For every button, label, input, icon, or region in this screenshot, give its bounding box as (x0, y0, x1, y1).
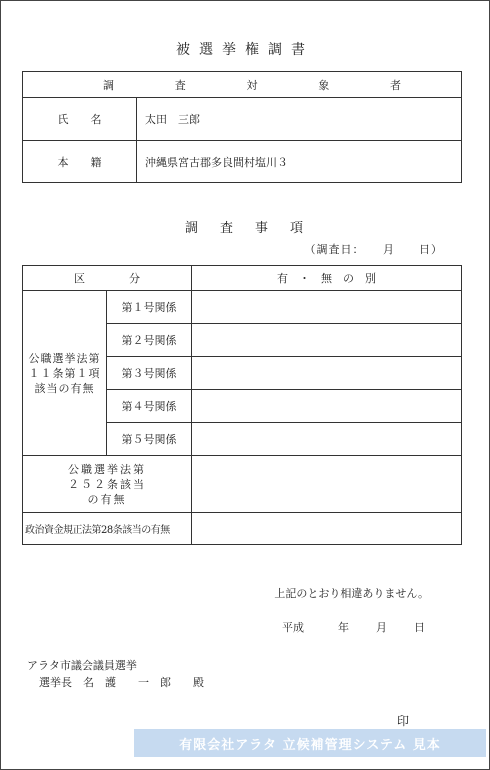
header-char: 象 (318, 78, 330, 92)
item-1-label: 第１号関係 (107, 291, 192, 324)
survey-date: （調査日： 月 日） (304, 243, 443, 256)
item-2-label: 第２号関係 (107, 324, 192, 357)
article11-label (23, 291, 107, 456)
item-5-status[interactable] (192, 423, 462, 456)
status-header: 有 ・ 無 の 別 (192, 266, 462, 291)
item-2-status[interactable] (192, 324, 462, 357)
addressee: 選挙長 名 護 一 郎 殿 (39, 676, 204, 689)
header-char: 査 (174, 78, 186, 92)
item-4-label: 第４号関係 (107, 390, 192, 423)
item-1-status[interactable] (192, 291, 462, 324)
article252-status[interactable] (192, 456, 462, 513)
item-3-label: 第３号関係 (107, 357, 192, 390)
category-header: 区 分 (23, 266, 192, 291)
election-name: アラタ市議会議員選挙 (27, 659, 137, 672)
header-char: 対 (246, 78, 258, 92)
article11-label-text: 公職選挙法第１１条第１項該当の有無 (28, 351, 101, 395)
name-value: 太田 三郎 (137, 98, 462, 141)
survey-title: 調査事項 (184, 221, 325, 236)
sample-watermark: 有限会社アラタ 立候補管理システム 見本 (134, 729, 486, 757)
header-char: 者 (390, 78, 401, 92)
survey-table (22, 265, 462, 545)
date-day: 日 (414, 621, 425, 634)
political-funds-label: 政治資金規正法第28条該当の有無 (23, 513, 192, 545)
name-label: 氏 名 (23, 98, 137, 141)
form-title: 被選挙権調書 (176, 42, 314, 58)
political-funds-status[interactable] (192, 513, 462, 545)
item-3-status[interactable] (192, 357, 462, 390)
article252-label-text: 公職選挙法第２５２条該当の有無 (68, 462, 146, 506)
date-year: 年 (338, 621, 349, 634)
date-month: 月 (376, 621, 387, 634)
article252-label (23, 456, 192, 513)
header-char: 調 (103, 78, 114, 92)
item-4-status[interactable] (192, 390, 462, 423)
domicile-value: 沖縄県宮古郡多良間村塩川３ (137, 141, 462, 183)
date-era: 平成 (282, 621, 304, 634)
item-5-label: 第５号関係 (107, 423, 192, 456)
seal-mark: 印 (397, 714, 410, 728)
confirmation-text: 上記のとおり相違ありません。 (274, 587, 429, 600)
domicile-label: 本 籍 (23, 141, 137, 183)
subject-table-header (23, 72, 462, 98)
subject-table (22, 71, 462, 183)
